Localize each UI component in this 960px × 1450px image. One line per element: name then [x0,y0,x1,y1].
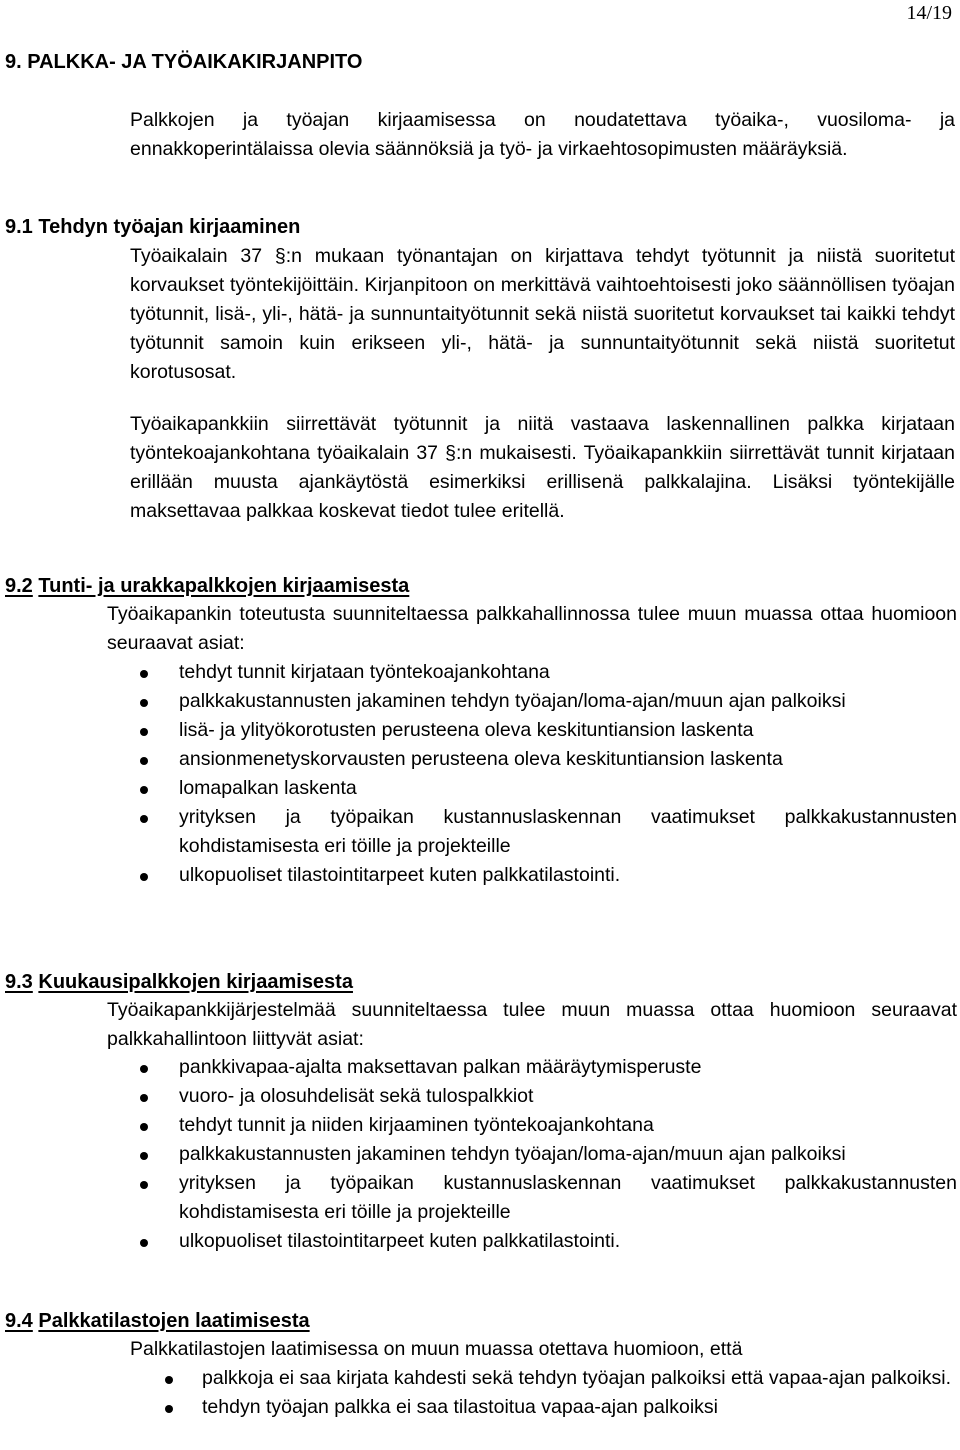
bullet-icon [140,728,148,736]
section-9-4-title: Palkkatilastojen laatimisesta [38,1310,310,1332]
section-9-1-paragraph-2: Työaikapankkiin siirrettävät työtunnit ja niitä vastaava laskennallinen palkka kirjataan työntekoajankohtana työaikalain 37 §:n mukaisesti. Työaikapankkiin siirrettävät tunnit kirjataan erillään muusta ajankäytöstä esimerkiksi erillisenä palkkalajina. Lisäksi työntekijälle maksettavaa palkkaa koskevat tiedot tulee eritellä. [130,413,955,522]
list-item: tehdyt tunnit kirjataan työntekoajankohtana [107,658,957,687]
bullet-icon [140,757,148,765]
section-9-intro: Palkkojen ja työajan kirjaamisessa on noudatettava työaika-, vuosiloma- ja ennakkoperintälaissa olevia säännöksiä ja työ- ja virkaehtosopimusten määräyksiä. [130,109,955,160]
bullet-icon [140,670,148,678]
section-9-4-heading [5,1307,310,1336]
section-9-3-title: Kuukausipalkkojen kirjaamisesta [38,971,353,993]
section-9-2-list [107,658,957,890]
list-item: ansionmenetyskorvausten perusteena oleva keskituntiansion laskenta [107,745,957,774]
list-item: vuoro- ja olosuhdelisät sekä tulospalkkiot [107,1082,957,1111]
section-9-heading: 9. PALKKA- JA TYÖAIKAKIRJANPITO [5,51,363,73]
list-item: palkkoja ei saa kirjata kahdesti sekä tehdyn työajan palkoiksi että vapaa-ajan palkoiksi. [130,1364,955,1393]
bullet-icon [165,1376,173,1384]
section-9-3-number: 9.3 [5,971,33,993]
bullet-icon [140,786,148,794]
section-9-3-heading [5,968,353,997]
section-9-2-intro: Työaikapankin toteutusta suunniteltaessa palkkahallinnossa tulee muun muassa ottaa huomioon seuraavat asiat: [107,603,957,654]
bullet-icon [140,1152,148,1160]
bullet-icon [140,1123,148,1131]
bullet-icon [140,699,148,707]
page-number: 14/19 [906,2,952,24]
section-9-3-intro: Työaikapankkijärjestelmää suunniteltaessa tulee muun muassa ottaa huomioon seuraavat palkkahallintoon liittyvät asiat: [107,999,957,1050]
section-9-1-heading [5,213,300,242]
section-9-2-title: Tunti- ja urakkapalkkojen kirjaamisesta [38,575,410,597]
section-9-1-title: Tehdyn työajan kirjaaminen [38,216,301,238]
bullet-icon [140,1239,148,1247]
list-item: lisä- ja ylityökorotusten perusteena oleva keskituntiansion laskenta [107,716,957,745]
section-9-3-list [107,1053,957,1256]
list-item: pankkivapaa-ajalta maksettavan palkan määräytymisperuste [107,1053,957,1082]
list-item: tehdyt tunnit ja niiden kirjaaminen työntekoajankohtana [107,1111,957,1140]
bullet-icon [165,1405,173,1413]
list-item: ulkopuoliset tilastointitarpeet kuten palkkatilastointi. [107,861,957,890]
section-9-1-number: 9.1 [5,216,33,238]
section-9-1-paragraph-1: Työaikalain 37 §:n mukaan työnantajan on kirjattava tehdyt työtunnit ja niistä suoritetut korvaukset työntekijöittäin. Kirjanpitoon on merkittävä vaihtoehtoisesti joko säännöllisen työajan työtunnit, lisä-, yli-, hätä- ja sunnuntaityötunnit sekä niistä suoritetut korvaukset tai kaikki tehdyt työtunnit samoin kuin erikseen yli-, hätä- ja sunnuntaityötunnit sekä niistä suoritetut korotusosat. [130,245,955,383]
bullet-icon [140,815,148,823]
section-9-4-list [130,1364,955,1422]
list-item: palkkakustannusten jakaminen tehdyn työajan/loma-ajan/muun ajan palkoiksi [107,1140,957,1169]
section-9-4-intro: Palkkatilastojen laatimisessa on muun muassa otettava huomioon, että [130,1338,743,1360]
list-item: tehdyn työajan palkka ei saa tilastoitua vapaa-ajan palkoiksi [130,1393,955,1422]
list-item: lomapalkan laskenta [107,774,957,803]
list-item: yrityksen ja työpaikan kustannuslaskennan vaatimukset palkkakustannusten kohdistamisesta eri töille ja projekteille [107,1169,957,1227]
list-item: palkkakustannusten jakaminen tehdyn työajan/loma-ajan/muun ajan palkoiksi [107,687,957,716]
bullet-icon [140,873,148,881]
section-9-2-number: 9.2 [5,575,33,597]
bullet-icon [140,1094,148,1102]
bullet-icon [140,1065,148,1073]
bullet-icon [140,1181,148,1189]
section-9-4-number: 9.4 [5,1310,33,1332]
list-item: yrityksen ja työpaikan kustannuslaskennan vaatimukset palkkakustannusten kohdistamisesta eri töille ja projekteille [107,803,957,861]
section-9-2-heading [5,572,409,601]
list-item: ulkopuoliset tilastointitarpeet kuten palkkatilastointi. [107,1227,957,1256]
